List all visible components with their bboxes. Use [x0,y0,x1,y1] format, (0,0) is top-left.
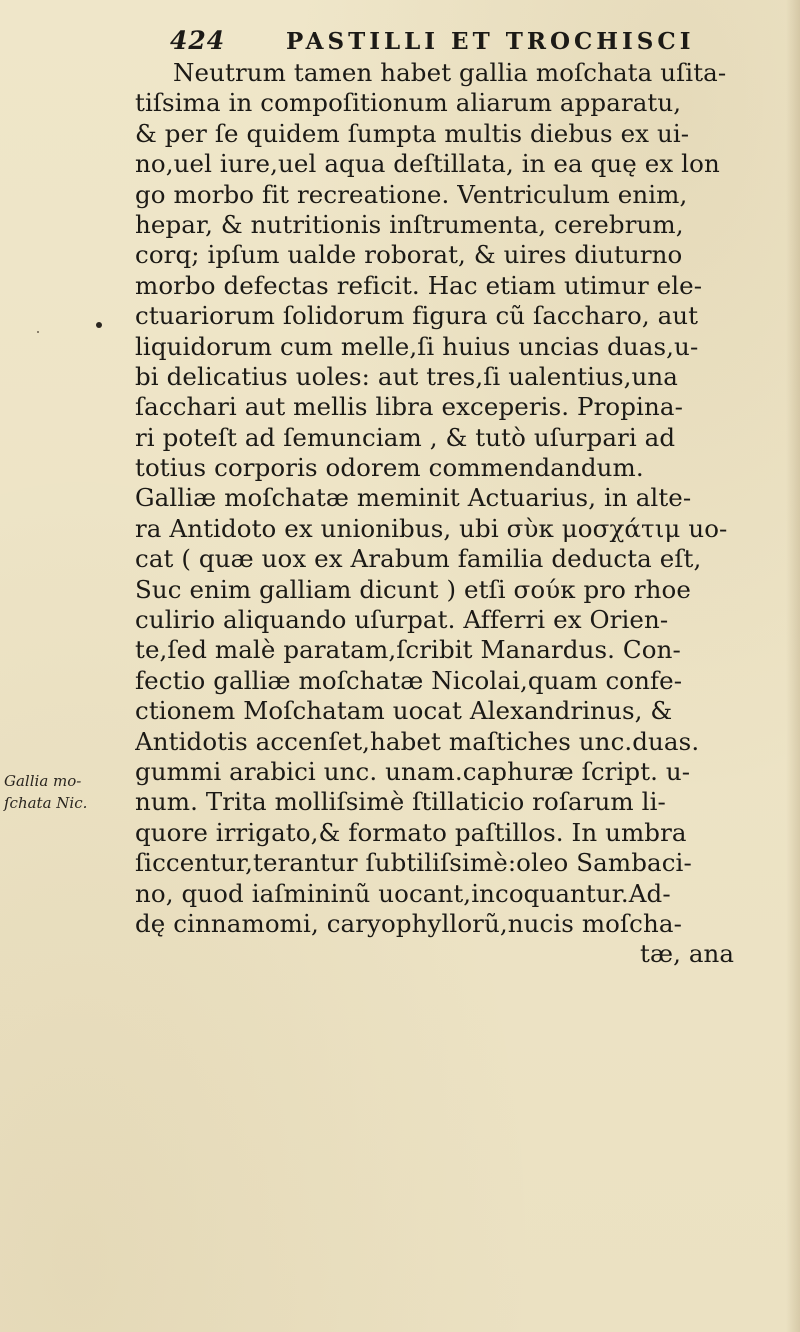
text-line: go morbo fit recreatione. Ventriculum enim, [135,179,688,209]
text-line: hepar, & nutritionis inſtrumenta, cerebrum, [135,209,684,239]
text-line: bi delicatius uoles: aut tres,ſi ualentius,una [135,361,679,391]
text-line: dę cinnamomi, caryophyllorũ,nucis moſcha- [135,908,682,938]
margin-mark [96,322,102,328]
text-line: no, quod iaſmininũ uocant,incoquantur.Ad- [135,878,671,908]
text-line: liquidorum cum melle,ſi huius uncias duas,u- [135,331,699,361]
page-header [170,18,800,62]
text-line: ri poteſt ad ſemunciam , & tutò uſurpari ad [135,422,676,452]
text-line: morbo defectas reficit. Hac etiam utimur ele- [135,270,703,300]
margin-note [4,770,124,814]
text-line: tiſsima in compoſitionum aliarum apparatu, [135,88,682,118]
text-line: totius corporis odorem commendandum. [135,453,644,483]
text-line: ra Antidoto ex unionibus, ubi σὺκ μοσχάτιμ uo- [135,513,728,543]
text-line: ſiccentur,terantur ſubtiliſsimè:oleo Sambaci- [135,848,692,878]
margin-note-line: ſchata Nic. [4,794,88,812]
page-number: 424 [170,26,226,55]
text-line: gummi arabici unc. unam.caphuræ ſcript. u- [135,756,691,786]
text-line: Suc enim galliam dicunt ) etſi σούκ pro rhoe [135,574,691,604]
running-head: PASTILLI ET TROCHISCI [286,28,695,55]
text-line: ſacchari aut mellis libra exceperis. Propina- [135,392,683,422]
text-line: fectio galliæ moſchatæ Nicolai,quam confe- [135,665,683,695]
text-line: Antidotis accenſet,habet maſtiches unc.duas. [135,726,700,756]
catchword-line: tæ, ana [640,939,735,969]
text-line: ctionem Moſchatam uocat Alexandrinus, & [135,696,673,726]
text-line: ctuariorum ſolidorum figura cũ ſaccharo, aut [135,301,699,331]
text-line: & per ſe quidem ſumpta multis diebus ex ui- [135,118,690,148]
text-line: no,uel iure,uel aqua deſtillata, in ea quę ex lon [135,149,720,179]
text-line: corq; ipſum ualde roborat, & uires diuturno [135,240,683,270]
text-line: Neutrum tamen habet gallia moſchata uſita- [173,58,727,87]
text-line: num. Trita molliſsimè ſtillaticio roſarum li- [135,787,666,817]
margin-speck [37,331,39,333]
text-line: te,ſed malè paratam,ſcribit Manardus. Con- [135,635,681,665]
text-line: cat ( quæ uox ex Arabum familia deducta eſt, [135,544,702,574]
margin-note-line: Gallia mo- [4,772,82,790]
text-line: culirio aliquando uſurpat. Afferri ex Orien- [135,605,669,635]
text-line: Galliæ moſchatæ meminit Actuarius, in alte- [135,483,692,513]
body-text [135,58,795,970]
text-line: quore irrigato,& formato paſtillos. In umbra [135,817,687,847]
